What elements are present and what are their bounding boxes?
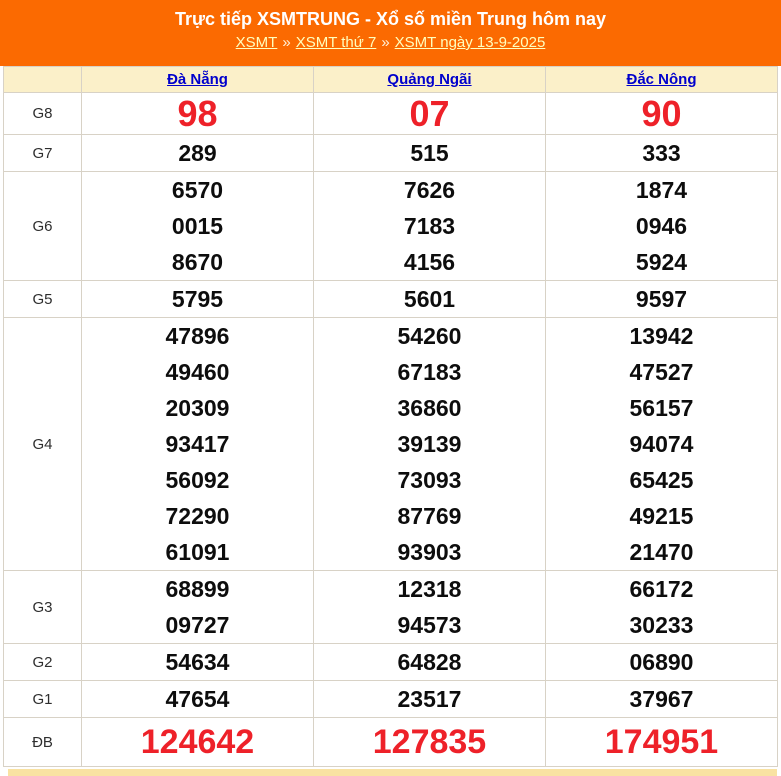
next-section-strip [8,769,777,776]
result-cell [82,718,314,767]
column-header-quang-ngai [314,67,546,93]
result-number: 94074 [629,431,694,457]
prize-label: G2 [4,644,82,681]
breadcrumb-separator: » [381,34,390,51]
result-number: 54260 [397,323,462,349]
result-cell [82,318,314,571]
column-header-dac-nong [546,67,778,93]
result-number: 5795 [171,286,224,312]
results-table-body [4,93,778,767]
result-number: 49215 [629,503,694,529]
prize-label: G6 [4,172,82,281]
prize-column-header [4,67,82,93]
result-cell [82,281,314,318]
result-number: 93417 [165,431,230,457]
result-number: 94573 [397,612,462,638]
result-cell [546,681,778,718]
prize-row-đb [4,718,778,767]
result-number: 21470 [629,539,694,565]
result-cell [546,318,778,571]
result-number: 5601 [403,286,456,312]
result-number: 07 [409,93,450,134]
result-number: 127835 [372,723,487,761]
prize-row-g1 [4,681,778,718]
result-cell [546,571,778,644]
result-number: 13942 [629,323,694,349]
result-number: 47654 [165,686,230,712]
result-cell [314,571,546,644]
result-cell [314,718,546,767]
result-number: 72290 [165,503,230,529]
result-cell [314,281,546,318]
prize-label: G5 [4,281,82,318]
result-cell [546,718,778,767]
result-number: 64828 [397,649,462,675]
result-cell [82,93,314,135]
prize-row-g7 [4,135,778,172]
result-number: 61091 [165,539,230,565]
result-cell [82,571,314,644]
result-number: 67183 [397,359,462,385]
result-number: 7183 [403,213,456,239]
prize-label: ĐB [4,718,82,767]
page-header [0,0,781,66]
result-cell [314,681,546,718]
result-number: 65425 [629,467,694,493]
column-link-dac-nong[interactable]: Đắc Nông [626,71,697,88]
column-link-quang-ngai[interactable]: Quảng Ngãi [387,71,472,88]
result-number: 49460 [165,359,230,385]
breadcrumb-link-xsmt[interactable]: XSMT [235,34,278,51]
result-number: 0946 [635,213,688,239]
page-title: Trực tiếp XSMTRUNG - Xổ số miền Trung hôm nay [174,9,607,29]
result-number: 47527 [629,359,694,385]
result-number: 333 [642,140,681,166]
result-cell [314,172,546,281]
result-number: 174951 [604,723,719,761]
prize-row-g5 [4,281,778,318]
result-cell [82,135,314,172]
result-number: 7626 [403,177,456,203]
result-cell [314,644,546,681]
result-cell [82,681,314,718]
result-number: 37967 [629,686,694,712]
result-number: 8670 [171,249,224,275]
result-number: 515 [410,140,449,166]
prize-row-g6 [4,172,778,281]
result-number: 124642 [140,723,255,761]
result-number: 5924 [635,249,688,275]
breadcrumb-link-xsmt-ngay[interactable]: XSMT ngày 13-9-2025 [394,34,546,51]
prize-label: G4 [4,318,82,571]
result-cell [546,93,778,135]
breadcrumb [0,32,781,54]
result-number: 20309 [165,395,230,421]
result-cell [546,135,778,172]
prize-label: G1 [4,681,82,718]
breadcrumb-separator: » [282,34,291,51]
result-number: 54634 [165,649,230,675]
breadcrumb-link-xsmt-thu-7[interactable]: XSMT thứ 7 [295,34,377,51]
result-cell [546,644,778,681]
prize-label: G7 [4,135,82,172]
result-number: 47896 [165,323,230,349]
result-number: 4156 [403,249,456,275]
result-number: 0015 [171,213,224,239]
results-table [3,66,778,767]
column-link-da-nang[interactable]: Đà Nẵng [167,71,228,88]
result-number: 30233 [629,612,694,638]
result-number: 90 [641,93,682,134]
result-number: 73093 [397,467,462,493]
result-number: 6570 [171,177,224,203]
prize-row-g2 [4,644,778,681]
result-cell [82,172,314,281]
result-number: 39139 [397,431,462,457]
result-number: 36860 [397,395,462,421]
result-number: 23517 [397,686,462,712]
result-number: 56157 [629,395,694,421]
result-number: 56092 [165,467,230,493]
prize-row-g3 [4,571,778,644]
result-number: 93903 [397,539,462,565]
result-cell [314,135,546,172]
result-cell [314,93,546,135]
results-table-header [4,67,778,93]
prize-row-g8 [4,93,778,135]
result-number: 09727 [165,612,230,638]
result-cell [546,281,778,318]
result-number: 68899 [165,576,230,602]
result-number: 1874 [635,177,688,203]
result-number: 06890 [629,649,694,675]
result-cell [82,644,314,681]
result-number: 87769 [397,503,462,529]
result-number: 66172 [629,576,694,602]
prize-row-g4 [4,318,778,571]
result-number: 98 [177,93,218,134]
result-number: 12318 [397,576,462,602]
header-row [4,67,778,93]
result-cell [546,172,778,281]
prize-label: G8 [4,93,82,135]
prize-label: G3 [4,571,82,644]
result-cell [314,318,546,571]
column-header-da-nang [82,67,314,93]
result-number: 9597 [635,286,688,312]
result-number: 289 [178,140,217,166]
